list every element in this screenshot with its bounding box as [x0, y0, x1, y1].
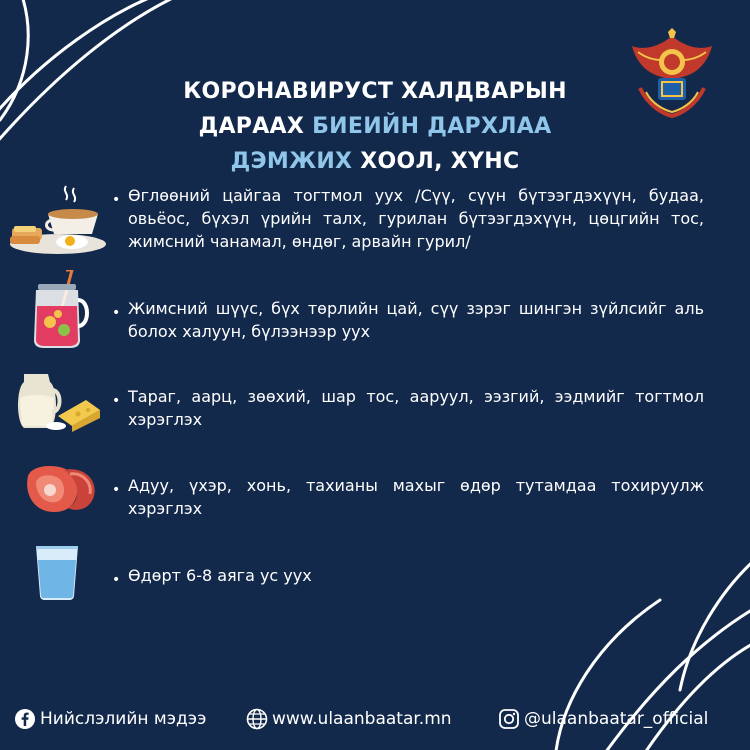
title-line-3 [150, 144, 600, 179]
ulaanbaatar-emblem-icon [628, 28, 716, 118]
item-text: Өдөрт 6-8 аяга ус уух [128, 566, 312, 585]
juice-jar-icon [26, 270, 92, 350]
item-text: Адуу, үхэр, хонь, тахианы махыг өдөр тутамдаа тохируулж хэрэглэх [128, 476, 704, 518]
title-line-3-white: ХООЛ, ХҮНС [352, 149, 520, 174]
dairy-icon [14, 368, 104, 432]
page-title [150, 74, 600, 179]
footer [0, 704, 750, 738]
bullet: • [112, 482, 121, 498]
item-text: Жимсний шүүс, бүх төрлийн цай, сүү зэрэг шингэн зүйлсийг аль болох халуун, бүлээнээр уух [128, 299, 704, 341]
title-line-2 [150, 109, 600, 144]
title-line-2-highlight: БИЕИЙН ДАРХЛАА [312, 114, 552, 139]
footer-website-link[interactable] [246, 708, 452, 730]
footer-website-label: www.ulaanbaatar.mn [272, 709, 452, 729]
meat-icon [20, 460, 100, 516]
title-line-1: КОРОНАВИРУСТ ХАЛДВАРЫН [183, 79, 567, 104]
title-line-3-highlight: ДЭМЖИХ [230, 149, 353, 174]
bullet: • [112, 393, 121, 409]
footer-instagram-link[interactable] [498, 708, 708, 730]
bullet: • [112, 305, 121, 321]
breakfast-icon [6, 184, 108, 258]
item-text: Өглөөний цайгаа тогтмол уух /Сүү, сүүн бүтээгдэхүүн, будаа, овьёос, бүхэл үрийн талх, гурилан бүтээгдэхүүн, цөцгийн тос, жимсний чанамал, өндөг, арвайн гурил/ [128, 186, 704, 251]
title-line-2-white: ДАРААХ [198, 114, 313, 139]
water-glass-icon [34, 544, 80, 600]
footer-facebook-link[interactable] [14, 708, 206, 730]
item-text: Тараг, аарц, зөөхий, шар тос, ааруул, ээзгий, ээдмийг тогтмол хэрэглэх [128, 387, 704, 429]
instagram-icon [498, 708, 520, 730]
bullet: • [112, 572, 121, 588]
facebook-icon [14, 708, 36, 730]
globe-icon [246, 708, 268, 730]
footer-facebook-label: Нийслэлийн мэдээ [40, 709, 207, 729]
footer-instagram-label: @ulaanbaatar_official [524, 709, 709, 729]
bullet: • [112, 192, 121, 208]
